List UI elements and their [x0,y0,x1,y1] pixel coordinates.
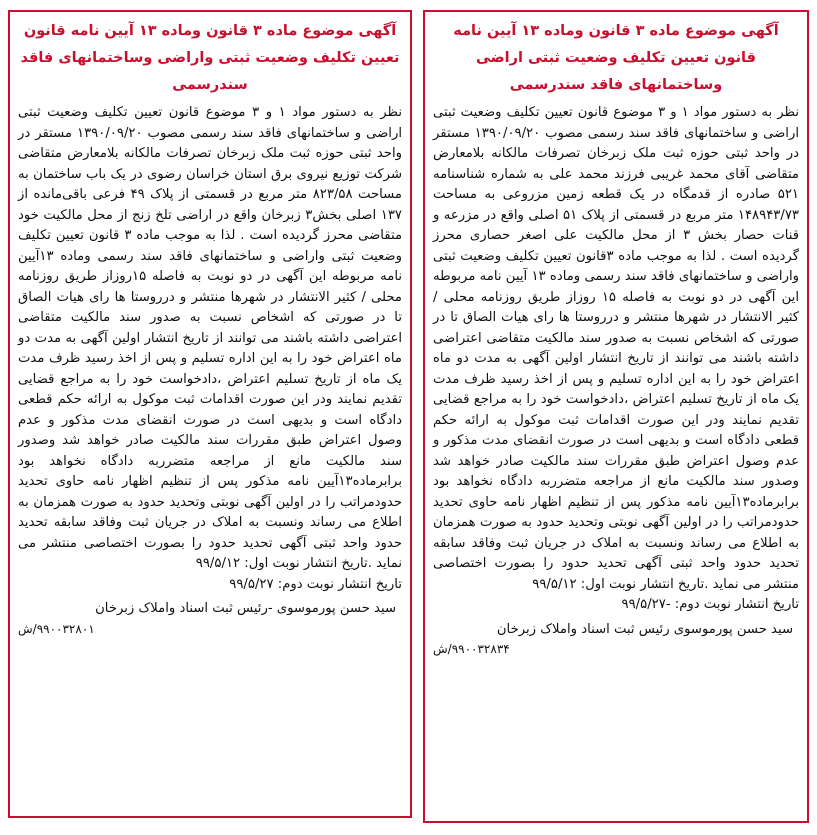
second-publication-date: تاریخ انتشار نوبت دوم: -۹۹/۵/۲۷ [621,597,799,612]
notice-title: آگهی موضوع ماده ۳ قانون وماده ۱۳ آیین نامه قانون تعیین تکلیف وضعیت ثبتی اراضی وساختمانهای فاقد سندرسمی [453,23,779,93]
notice-code: ۹۹۰۰۳۲۸۰۱/ش [18,621,95,636]
notice-code: ۹۹۰۰۳۲۸۳۴/ش [433,642,510,656]
notice-right [423,10,809,823]
signature: سید حسن پورموسوی -رئیس ثبت اسناد واملاک زبرخان [95,601,396,616]
signature: سید حسن پورموسوی رئیس ثبت اسناد واملاک زبرخان [496,621,793,637]
notice-body: نظر به دستور مواد ۱ و ۳ موضوع قانون تعیین تکلیف وضعیت ثبتی اراضی و ساختمانهای فاقد سند رسمی مصوب ۱۳۹۰/۰۹/۲۰ مستقر در واحد ثبتی حوزه ثبت ملک زبرخان تصرفات مالکانه بلامعارض متقاضی آقای محمد غریبی فرزند محمد علی به شماره شناسنامه ۵۲۱ صادره از قدمگاه در یک قطعه زمین مزروعی به مساحت ۱۴۸۹۴۳/۷۳ متر مربع در قسمتی از پلاک ۵۱ اصلی واقع در مزرعه و قنات حصار بخش ۳ از محل مالکیت علی اصغر حصاری محرز گردیده است . لذا به موجب ماده ۳قانون تعیین تکلیف وضعیت ثبتی واراضی و ساختمانهای فاقد سند رسمی وماده ۱۳ آیین نامه مربوطه این آگهی در دو نوبت به فاصله ۱۵ روزاز طریق روزنامه محلی / کثیر الانتشار در شهرها منتشر و درروستا ها رای هیات الصاق تا در صورتی که اشخاص نسبت به صدور سند مالکیت متقاضی اعتراضی داشته باشند می توانند از تاریخ انتشار اولین آگهی به مدت دو ماه اعتراض خود را به این اداره تسلیم و پس از اخذ رسید ظرف مدت یک ماه از تاریخ تسلیم اعتراض ،دادخواست خود را به مراجع قضایی تقدیم نمایند ودر این صورت اقدامات ثبت موکول به ارائه حکم قطعی دادگاه است و بدیهی است در صورت انقضای مدت مذکور و عدم وصول اعتراض طبق مقررات سند مالکیت صادر خواهد شد وصدور سند مالکیت مانع از مراجعه متضرربه دادگاه نخواهد بود برابرماده۱۳آیین نامه مذکور پس از تنظیم اظهار نامه حاوی تحدید حدودمراتب را در اولین آگهی نوبتی وتحدید حدود به صورت همزمان به اطلاع می رساند ونسبت به املاک در جریان ثبت وفاقد سابقه تحدید حدود واحد ثبتی آگهی تحدید حدود را بصورت اختصاصی منتشر می نماید .تاریخ انتشار نوبت اول: ۹۹/۵/۱۲ [433,105,800,592]
second-publication-date: تاریخ انتشار نوبت دوم: ۹۹/۵/۲۷ [229,576,402,592]
notice-title: آگهی موضوع ماده ۳ قانون وماده ۱۳ آیین نامه قانون تعیین تکلیف وضعیت ثبتی واراضی وساختمانهای فاقد سندرسمی [20,23,400,93]
notice-body: نظر به دستور مواد ۱ و ۳ موضوع قانون تعیین تکلیف وضعیت ثبتی اراضی و ساختمانهای فاقد سند رسمی مصوب ۱۳۹۰/۰۹/۲۰ مستقر در واحد ثبتی حوزه ثبت ملک زبرخان تصرفات مالکانه بلامعارض متقاضی شرکت توزیع نیروی برق استان خراسان رضوی در یک باب ساختمان به مساحت ۸۲۳/۵۸ متر مربع در قسمتی از پلاک ۴۹ فرعی باقی‌مانده از ۱۳۷ اصلی بخش۳ زبرخان واقع در اراضی تلخ زنج از محل مالکیت خود متقاضی محرز گردیده است . لذا به موجب ماده ۳ قانون تعیین تکلیف وضعیت ثبتی واراضی و ساختمانهای فاقد سند رسمی وماده ۱۳آیین نامه مربوطه این آگهی در دو نوبت به فاصله ۱۵روزاز طریق روزنامه محلی / کثیر الانتشار در شهرها منتشر و درروستا ها رای هیات الصاق تا در صورتی که اشخاص نسبت به صدور سند مالکیت متقاضی اعتراضی داشته باشند می توانند از تاریخ انتشار اولین آگهی به مدت دو ماه اعتراض خود را به این اداره تسلیم و پس از اخذ رسید ظرف مدت یک ماه از تاریخ تسلیم اعتراض ،دادخواست خود را به مراجع قضایی تقدیم نمایند ودر این صورت اقدامات ثبت موکول به ارائه حکم قطعی دادگاه است و بدیهی است در صورت انقضای مدت مذکور و عدم وصول اعتراض طبق مقررات سند مالکیت صادر خواهد شد وصدور سند مالکیت مانع از مراجعه متضرربه دادگاه نخواهد بود برابرماده۱۳آیین نامه مذکور پس از تنظیم اظهار نامه حاوی تحدید حدودمراتب را در اولین آگهی نوبتی وتحدید حدود به صورت همزمان به اطلاع می رساند ونسبت به املاک در جریان ثبت وفاقد سابقه تحدید حدود واحد ثبتی آگهی تحدید حدود را بصورت اختصاصی منتشر می نماید .تاریخ انتشار نوبت اول: ۹۹/۵/۱۲ [18,105,403,571]
notice-left [8,10,412,818]
